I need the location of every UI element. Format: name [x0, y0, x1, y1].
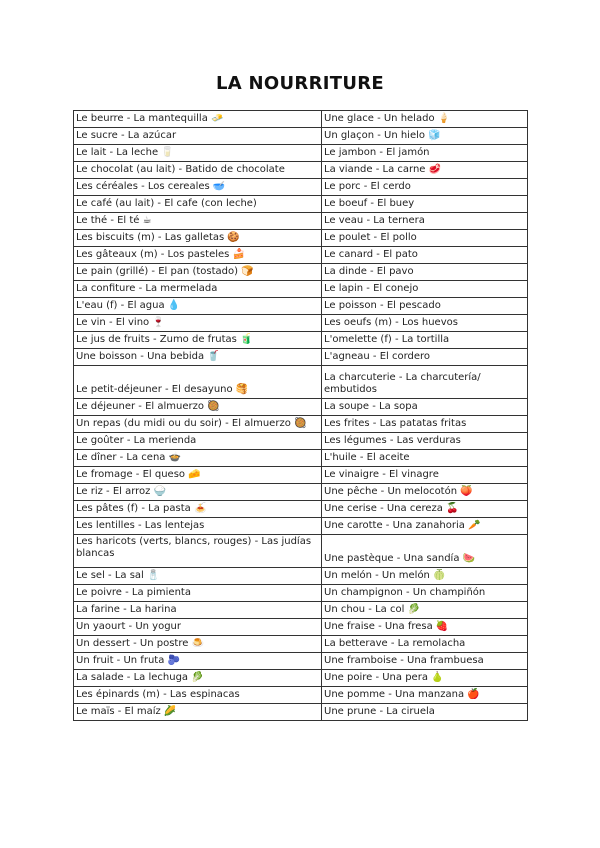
french-spanish-cell-left: Le poivre - La pimienta — [74, 585, 322, 602]
table-row — [74, 518, 528, 535]
french-spanish-cell-left: Le petit-déjeuner - El desayuno 🥞 — [74, 366, 322, 399]
french-spanish-cell-left: Un dessert - Un postre 🍮 — [74, 636, 322, 653]
french-spanish-cell-right: La soupe - La sopa — [322, 399, 528, 416]
french-spanish-cell-right: La charcuterie - La charcutería/ embutidos — [322, 366, 528, 399]
table-row — [74, 332, 528, 349]
french-spanish-cell-right: Une fraise - Una fresa 🍓 — [322, 619, 528, 636]
french-spanish-cell-left: Un yaourt - Un yogur — [74, 619, 322, 636]
french-spanish-cell-right: L'huile - El aceite — [322, 450, 528, 467]
french-spanish-cell-right: Les frites - Las patatas fritas — [322, 416, 528, 433]
french-spanish-cell-right: Une pastèque - Una sandía 🍉 — [322, 535, 528, 568]
french-spanish-cell-left: Le maïs - El maíz 🌽 — [74, 704, 322, 721]
french-spanish-cell-right: Le jambon - El jamón — [322, 145, 528, 162]
french-spanish-cell-right: Un melón - Un melón 🍈 — [322, 568, 528, 585]
french-spanish-cell-right: Le porc - El cerdo — [322, 179, 528, 196]
french-spanish-cell-left: Le lait - La leche 🥛 — [74, 145, 322, 162]
french-spanish-cell-right: Une pomme - Una manzana 🍎 — [322, 687, 528, 704]
french-spanish-cell-right: Une prune - La ciruela — [322, 704, 528, 721]
french-spanish-cell-left: Le fromage - El queso 🧀 — [74, 467, 322, 484]
french-spanish-cell-left: Le riz - El arroz 🍚 — [74, 484, 322, 501]
french-spanish-cell-left: Une boisson - Una bebida 🥤 — [74, 349, 322, 366]
table-row — [74, 298, 528, 315]
french-spanish-cell-right: Un glaçon - Un hielo 🧊 — [322, 128, 528, 145]
table-row — [74, 653, 528, 670]
table-row — [74, 196, 528, 213]
vocabulary-table-body — [74, 111, 528, 721]
table-row — [74, 145, 528, 162]
table-row — [74, 501, 528, 518]
french-spanish-cell-left: Les lentilles - Las lentejas — [74, 518, 322, 535]
french-spanish-cell-left: Le sel - La sal 🧂 — [74, 568, 322, 585]
french-spanish-cell-right: Le vinaigre - El vinagre — [322, 467, 528, 484]
french-spanish-cell-right: Un champignon - Un champiñón — [322, 585, 528, 602]
table-row — [74, 484, 528, 501]
french-spanish-cell-left: Les céréales - Los cereales 🥣 — [74, 179, 322, 196]
table-row — [74, 568, 528, 585]
french-spanish-cell-left: Le jus de fruits - Zumo de frutas 🧃 — [74, 332, 322, 349]
table-row — [74, 230, 528, 247]
table-row — [74, 315, 528, 332]
french-spanish-cell-left: Les pâtes (f) - La pasta 🍝 — [74, 501, 322, 518]
french-spanish-cell-left: La farine - La harina — [74, 602, 322, 619]
french-spanish-cell-left: Le café (au lait) - El cafe (con leche) — [74, 196, 322, 213]
table-row — [74, 636, 528, 653]
french-spanish-cell-right: L'agneau - El cordero — [322, 349, 528, 366]
french-spanish-cell-left: Un repas (du midi ou du soir) - El almuerzo 🥘 — [74, 416, 322, 433]
french-spanish-cell-right: La dinde - El pavo — [322, 264, 528, 281]
french-spanish-cell-right: Le poulet - El pollo — [322, 230, 528, 247]
page-title: LA NOURRITURE — [215, 73, 385, 94]
french-spanish-cell-right: La betterave - La remolacha — [322, 636, 528, 653]
table-row — [74, 467, 528, 484]
french-spanish-cell-right: Une carotte - Una zanahoria 🥕 — [322, 518, 528, 535]
table-row — [74, 687, 528, 704]
french-spanish-cell-left: Les épinards (m) - Las espinacas — [74, 687, 322, 704]
french-spanish-cell-left: Le dîner - La cena 🍲 — [74, 450, 322, 467]
table-row — [74, 281, 528, 298]
table-row — [74, 585, 528, 602]
french-spanish-cell-left: Le vin - El vino 🍷 — [74, 315, 322, 332]
french-spanish-cell-left: Les haricots (verts, blancs, rouges) - Las judías blancas — [74, 535, 322, 568]
table-row — [74, 670, 528, 687]
table-row — [74, 602, 528, 619]
french-spanish-cell-left: Le pain (grillé) - El pan (tostado) 🍞 — [74, 264, 322, 281]
french-spanish-cell-right: Le canard - El pato — [322, 247, 528, 264]
french-spanish-cell-right: Le lapin - El conejo — [322, 281, 528, 298]
french-spanish-cell-left: L'eau (f) - El agua 💧 — [74, 298, 322, 315]
french-spanish-cell-right: Une glace - Un helado 🍦 — [322, 111, 528, 128]
french-spanish-cell-right: Une poire - Una pera 🍐 — [322, 670, 528, 687]
french-spanish-cell-left: Un fruit - Un fruta 🫐 — [74, 653, 322, 670]
french-spanish-cell-left: Les gâteaux (m) - Los pasteles 🍰 — [74, 247, 322, 264]
french-spanish-cell-left: Le déjeuner - El almuerzo 🥘 — [74, 399, 322, 416]
french-spanish-cell-right: Une framboise - Una frambuesa — [322, 653, 528, 670]
french-spanish-cell-left: La confiture - La mermelada — [74, 281, 322, 298]
table-row — [74, 416, 528, 433]
french-spanish-cell-right: Le boeuf - El buey — [322, 196, 528, 213]
table-row — [74, 366, 528, 399]
table-row — [74, 264, 528, 281]
french-spanish-cell-left: Le goûter - La merienda — [74, 433, 322, 450]
vocabulary-table — [73, 110, 528, 721]
table-row — [74, 349, 528, 366]
table-row — [74, 450, 528, 467]
table-row — [74, 399, 528, 416]
french-spanish-cell-right: Le veau - La ternera — [322, 213, 528, 230]
french-spanish-cell-right: La viande - La carne 🥩 — [322, 162, 528, 179]
french-spanish-cell-right: Le poisson - El pescado — [322, 298, 528, 315]
french-spanish-cell-left: Le thé - El té ☕ — [74, 213, 322, 230]
french-spanish-cell-right: Un chou - La col 🥬 — [322, 602, 528, 619]
table-row — [74, 535, 528, 568]
french-spanish-cell-right: L'omelette (f) - La tortilla — [322, 332, 528, 349]
french-spanish-cell-left: Le chocolat (au lait) - Batido de chocolate — [74, 162, 322, 179]
table-row — [74, 433, 528, 450]
french-spanish-cell-left: Le beurre - La mantequilla 🧈 — [74, 111, 322, 128]
french-spanish-cell-right: Les oeufs (m) - Los huevos — [322, 315, 528, 332]
french-spanish-cell-right: Une cerise - Una cereza 🍒 — [322, 501, 528, 518]
french-spanish-cell-right: Les légumes - Las verduras — [322, 433, 528, 450]
table-row — [74, 213, 528, 230]
french-spanish-cell-left: Le sucre - La azúcar — [74, 128, 322, 145]
table-row — [74, 162, 528, 179]
french-spanish-cell-right: Une pêche - Un melocotón 🍑 — [322, 484, 528, 501]
table-row — [74, 704, 528, 721]
table-row — [74, 128, 528, 145]
table-row — [74, 179, 528, 196]
table-row — [74, 247, 528, 264]
french-spanish-cell-left: La salade - La lechuga 🥬 — [74, 670, 322, 687]
french-spanish-cell-left: Les biscuits (m) - Las galletas 🍪 — [74, 230, 322, 247]
table-row — [74, 111, 528, 128]
table-row — [74, 619, 528, 636]
